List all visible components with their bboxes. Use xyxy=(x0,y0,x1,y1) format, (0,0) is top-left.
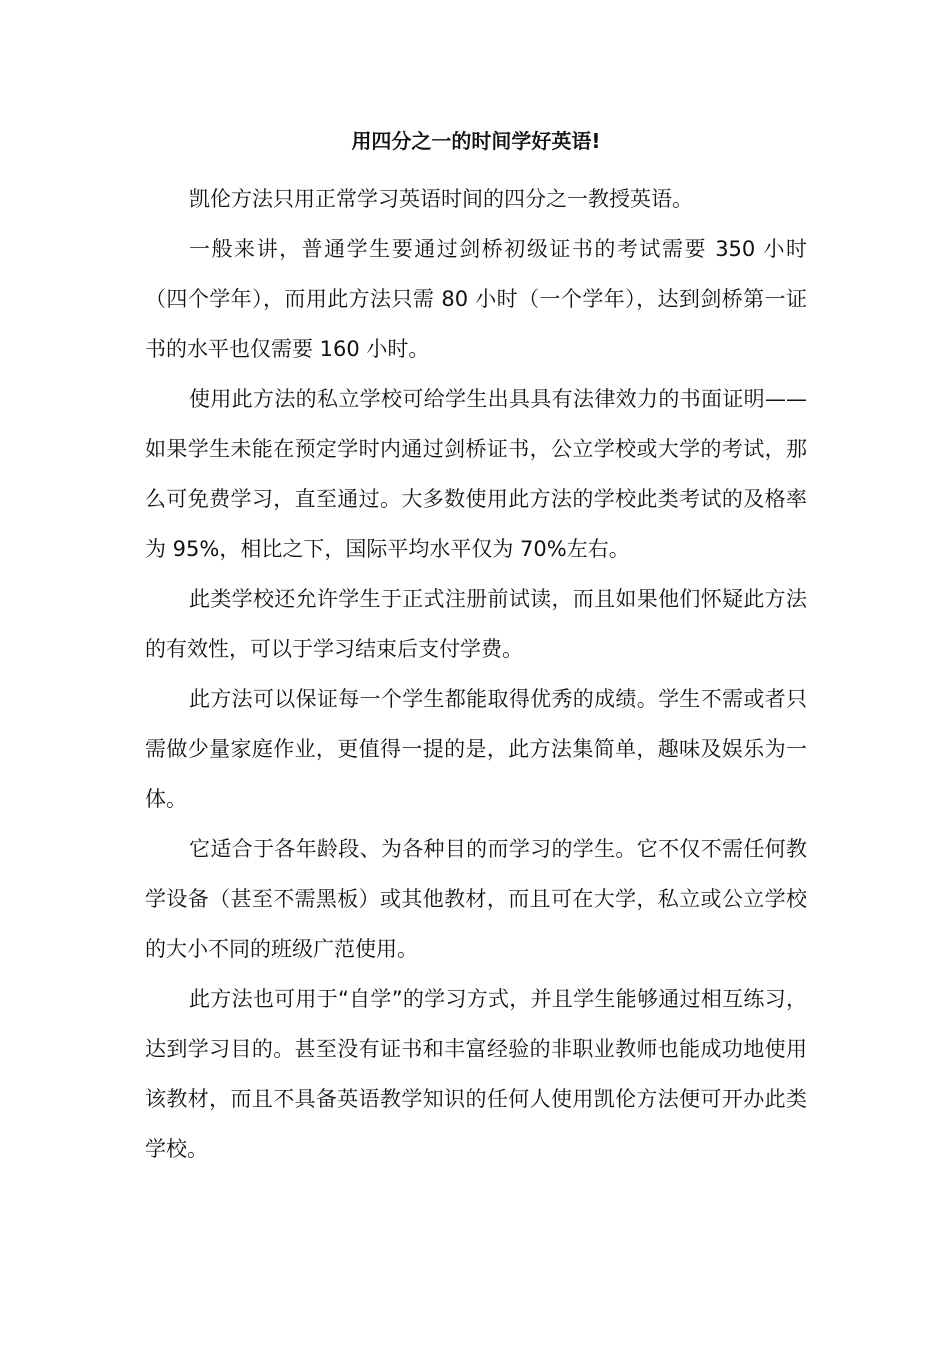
paragraph-3: 使用此方法的私立学校可给学生出具具有法律效力的书面证明——如果学生未能在预定学时内通过剑桥证书，公立学校或大学的考试，那么可免费学习，直至通过。大多数使用此方法的学校此类考试的及格率为 95%，相比之下，国际平均水平仅为 70%左右。 xyxy=(145,387,807,561)
document-page xyxy=(145,124,807,1174)
paragraph-6: 它适合于各年龄段、为各种目的而学习的学生。它不仅不需任何教学设备（甚至不需黑板）或其他教材，而且可在大学，私立或公立学校的大小不同的班级广范使用。 xyxy=(145,837,807,961)
paragraph-4: 此类学校还允许学生于正式注册前试读，而且如果他们怀疑此方法的有效性，可以于学习结束后支付学费。 xyxy=(145,587,807,661)
paragraph-5: 此方法可以保证每一个学生都能取得优秀的成绩。学生不需或者只需做少量家庭作业，更值得一提的是，此方法集简单，趣味及娱乐为一体。 xyxy=(145,687,807,811)
paragraph-1: 凯伦方法只用正常学习英语时间的四分之一教授英语。 xyxy=(189,187,693,211)
document-title: 用四分之一的时间学好英语! xyxy=(351,129,601,153)
paragraph-2: 一般来讲，普通学生要通过剑桥初级证书的考试需要 350 小时（四个学年），而用此方法只需 80 小时（一个学年），达到剑桥第一证书的水平也仅需要 160 小时。 xyxy=(145,237,807,361)
paragraph-7: 此方法也可用于“自学”的学习方式，并且学生能够通过相互练习，达到学习目的。甚至没有证书和丰富经验的非职业教师也能成功地使用该教材，而且不具备英语教学知识的任何人使用凯伦方法便可开办此类学校。 xyxy=(145,987,807,1161)
